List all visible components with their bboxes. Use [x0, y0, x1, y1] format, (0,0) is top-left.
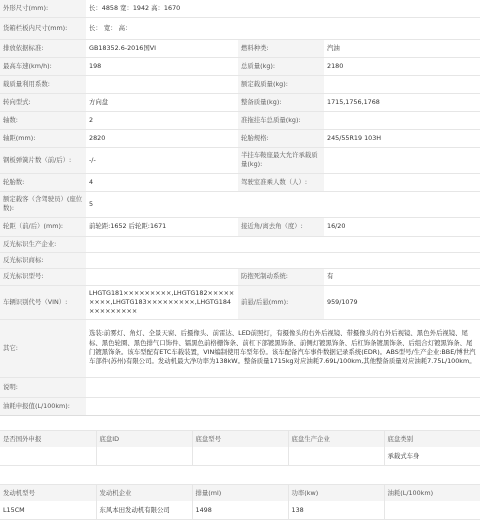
- value-reflective-company: [86, 236, 480, 252]
- label-approach-departure: 接近角/离去角（度）:: [238, 217, 324, 236]
- label-overhang: 前悬/后悬(mm):: [238, 285, 324, 319]
- label-tire-count: 轮胎数:: [0, 173, 86, 191]
- label-cab-passengers: 驾驶室准乘人数（人）:: [238, 173, 324, 191]
- value-total-mass: 2180: [324, 57, 480, 75]
- value-cab-passengers: [324, 173, 480, 191]
- value-tire-spec: 245/55R19 103H: [324, 129, 480, 147]
- label-saddle-load: 半挂车鞍座最大允许承载质量(kg):: [238, 147, 324, 173]
- engine-header-power: 功率(kw): [288, 485, 384, 502]
- label-notes: 说明:: [0, 377, 86, 397]
- engine-header-displacement: 排量(ml): [192, 485, 288, 502]
- value-vin: LHGTG181×××××××××,LHGTG182×××××××××,LHGTG183×××××××××,LHGTG184×××××××××: [86, 285, 238, 319]
- label-passenger-capacity: 额定载客（含驾驶员）(座位数):: [0, 191, 86, 217]
- value-overhang: 959/1079: [324, 285, 480, 319]
- engine-table: [0, 484, 480, 520]
- engine-header-fuel-consumption: 油耗(L/100km): [384, 485, 480, 502]
- label-outer-size: 外形尺寸(mm):: [0, 0, 86, 17]
- value-reflective-model: [86, 268, 238, 285]
- engine-header-company: 发动机企业: [96, 485, 192, 502]
- engine-cell-power: 138: [288, 501, 384, 520]
- chassis-data-row: [0, 447, 480, 466]
- chassis-cell-category: 承载式车身: [384, 447, 480, 466]
- row-steering-curb: [0, 93, 480, 111]
- chassis-table: [0, 430, 480, 466]
- label-total-mass: 总质量(kg):: [238, 57, 324, 75]
- value-saddle-load: [324, 147, 480, 173]
- value-notes: [86, 377, 480, 397]
- row-other: [0, 319, 480, 377]
- row-speed-mass: [0, 57, 480, 75]
- value-emission-standard: GB18352.6-2016国VI: [86, 39, 238, 57]
- chassis-header-foreign: 是否国外申报: [0, 431, 96, 448]
- row-emission-fuel: [0, 39, 480, 57]
- label-load-utilization: 载质量利用系数:: [0, 75, 86, 93]
- value-leaf-springs: -/-: [86, 147, 238, 173]
- value-load-utilization: [86, 75, 238, 93]
- row-reflective-brand: [0, 252, 480, 268]
- engine-cell-displacement: 1498: [192, 501, 288, 520]
- value-outer-size: 长：4858 宽：1942 高：1670: [86, 0, 480, 17]
- label-vin: 车辆识别代号（VIN）:: [0, 285, 86, 319]
- label-steering: 转向型式:: [0, 93, 86, 111]
- row-fuel-consumption: [0, 397, 480, 415]
- row-outer-size: [0, 0, 480, 17]
- label-leaf-springs: 钢板弹簧片数（前/后）:: [0, 147, 86, 173]
- value-other: 选装:前雾灯、角灯、全景天窗、后摄像头、前雷达、LED前照灯，有摄像头的右外后视镜、带摄像头的右外后视镜、黑色外后视镜、尾标、黑色轮圈、黑色排气口饰件、镭黑色前格栅饰条、前杠下部镀黑饰条、前侧灯镀黑饰条、后杠饰条镀黑饰条、后组合灯镀黑饰条、尾门镀黑饰条。该车型配有ETC车载装置，VIN编制使用车型年份。该车配备汽车事件数据记录系统(EDR)。ABS型号/生产企业:BBE/博世汽车部件(苏州)有限公司。发动机最大净功率为138kW。整备质量1715kg对应油耗7.69L/100km,其他整备质量对应油耗7.75L/100km。: [86, 319, 480, 377]
- chassis-cell-foreign: [0, 447, 96, 466]
- value-curb-weight: 1715,1756,1768: [324, 93, 480, 111]
- value-rated-load: [324, 75, 480, 93]
- value-max-speed: 198: [86, 57, 238, 75]
- label-trailer-mass: 准拖挂车总质量(kg):: [238, 111, 324, 129]
- row-notes: [0, 377, 480, 397]
- value-cargo-box-size: 长： 宽： 高：: [86, 17, 480, 39]
- label-track: 轮距（前/后）(mm):: [0, 217, 86, 236]
- value-trailer-mass: [324, 111, 480, 129]
- chassis-header-model: 底盘型号: [192, 431, 288, 448]
- label-max-speed: 最高车速(km/h):: [0, 57, 86, 75]
- chassis-header-category: 底盘类别: [384, 431, 480, 448]
- label-rated-load: 额定载质量(kg):: [238, 75, 324, 93]
- chassis-header-manufacturer: 底盘生产企业: [288, 431, 384, 448]
- chassis-cell-model: [192, 447, 288, 466]
- row-springs-saddle: [0, 147, 480, 173]
- row-reflective-company: [0, 236, 480, 252]
- chassis-cell-manufacturer: [288, 447, 384, 466]
- value-fuel-type: 汽油: [324, 39, 480, 57]
- chassis-header-id: 底盘ID: [96, 431, 192, 448]
- value-passenger-capacity: 5: [86, 191, 480, 217]
- value-approach-departure: 16/20: [324, 217, 480, 236]
- engine-header-row: [0, 485, 480, 502]
- label-reflective-company: 反光标识生产企业:: [0, 236, 86, 252]
- row-reflective-model-abs: [0, 268, 480, 285]
- label-emission-standard: 排放依据标准:: [0, 39, 86, 57]
- label-axle-count: 轴数:: [0, 111, 86, 129]
- label-tire-spec: 轮胎规格:: [238, 129, 324, 147]
- label-cargo-box-size: 货箱栏板内尺寸(mm):: [0, 17, 86, 39]
- label-abs: 防抱死制动系统:: [238, 268, 324, 285]
- label-fuel-type: 燃料种类:: [238, 39, 324, 57]
- value-axle-count: 2: [86, 111, 238, 129]
- value-steering: 方向盘: [86, 93, 238, 111]
- row-wheelbase-tires: [0, 129, 480, 147]
- chassis-cell-id: [96, 447, 192, 466]
- row-vin-overhang: [0, 285, 480, 319]
- value-fuel-consumption: [86, 397, 480, 415]
- value-abs: 有: [324, 268, 480, 285]
- value-track: 前轮距:1652 后轮距:1671: [86, 217, 238, 236]
- row-tires-cab: [0, 173, 480, 191]
- chassis-header-row: [0, 431, 480, 448]
- label-wheelbase: 轴距(mm):: [0, 129, 86, 147]
- row-passenger-capacity: [0, 191, 480, 217]
- label-fuel-consumption: 油耗申报值(L/100km):: [0, 397, 86, 415]
- label-other: 其它:: [0, 319, 86, 377]
- row-axles-trailer: [0, 111, 480, 129]
- label-reflective-brand: 反光标识商标:: [0, 252, 86, 268]
- engine-cell-model: L15CM: [0, 501, 96, 520]
- engine-cell-company: 东风本田发动机有限公司: [96, 501, 192, 520]
- label-curb-weight: 整备质量(kg):: [238, 93, 324, 111]
- value-wheelbase: 2820: [86, 129, 238, 147]
- row-cargo-box-size: [0, 17, 480, 39]
- value-tire-count: 4: [86, 173, 238, 191]
- engine-header-model: 发动机型号: [0, 485, 96, 502]
- row-load: [0, 75, 480, 93]
- value-reflective-brand: [86, 252, 480, 268]
- label-reflective-model: 反光标识型号:: [0, 268, 86, 285]
- row-track-angles: [0, 217, 480, 236]
